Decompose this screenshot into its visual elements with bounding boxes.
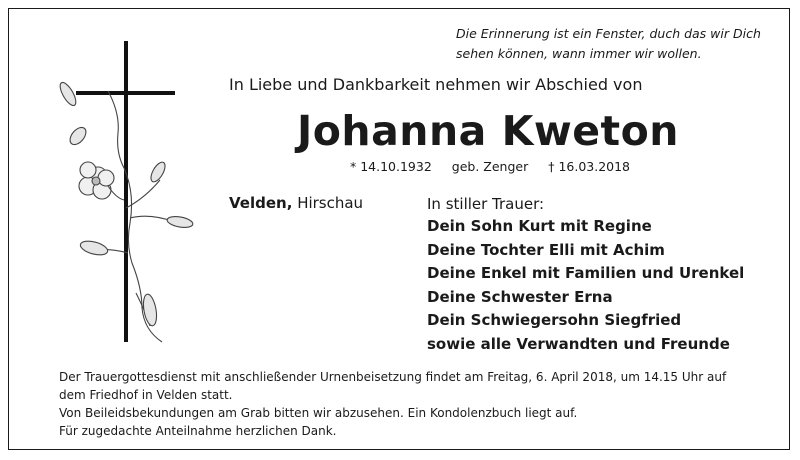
mourners-list (427, 193, 744, 356)
mourner-line: Deine Enkel mit Familien und Urenkel (427, 264, 745, 282)
birth-date: * 14.10.1932 (350, 159, 432, 174)
service-details (59, 368, 784, 440)
life-dates (350, 159, 630, 174)
cross-with-flower-emblem (50, 38, 200, 352)
mourners-heading: In stiller Trauer: (427, 195, 545, 213)
memorial-quote (456, 24, 786, 64)
mourner-line: Deine Tochter Elli mit Achim (427, 240, 665, 259)
place-rest: Hirschau (297, 194, 364, 212)
deceased-name: Johanna Kweton (296, 107, 679, 155)
quote-line: Die Erinnerung ist ein Fenster, duch das wir Dich (456, 26, 761, 41)
mourner-line: Dein Schwiegersohn Siegfried (427, 311, 682, 329)
footer-line: Der Trauergottesdienst mit anschließender Urnenbeisetzung findet am Freitag, 6. April 2018, um 14.15 Uhr auf (59, 370, 727, 384)
footer-line: Für zugedachte Anteilnahme herzlichen Dank. (59, 424, 337, 438)
quote-line: sehen können, wann immer wir wollen. (456, 46, 702, 61)
footer-line: dem Friedhof in Velden statt. (59, 388, 233, 402)
death-date: † 16.03.2018 (548, 159, 631, 174)
maiden-name: geb. Zenger (451, 159, 529, 174)
place-line (229, 194, 363, 212)
farewell-intro: In Liebe und Dankbarkeit nehmen wir Abschied von (229, 75, 643, 94)
mourner-line: sowie alle Verwandten und Freunde (427, 334, 730, 353)
mourner-line: Deine Schwester Erna (427, 287, 613, 306)
footer-line: Von Beileidsbekundungen am Grab bitten wir abzusehen. Ein Kondolenzbuch liegt auf. (59, 406, 578, 420)
place-bold: Velden, (229, 194, 293, 212)
mourner-line: Dein Sohn Kurt mit Regine (427, 217, 652, 235)
